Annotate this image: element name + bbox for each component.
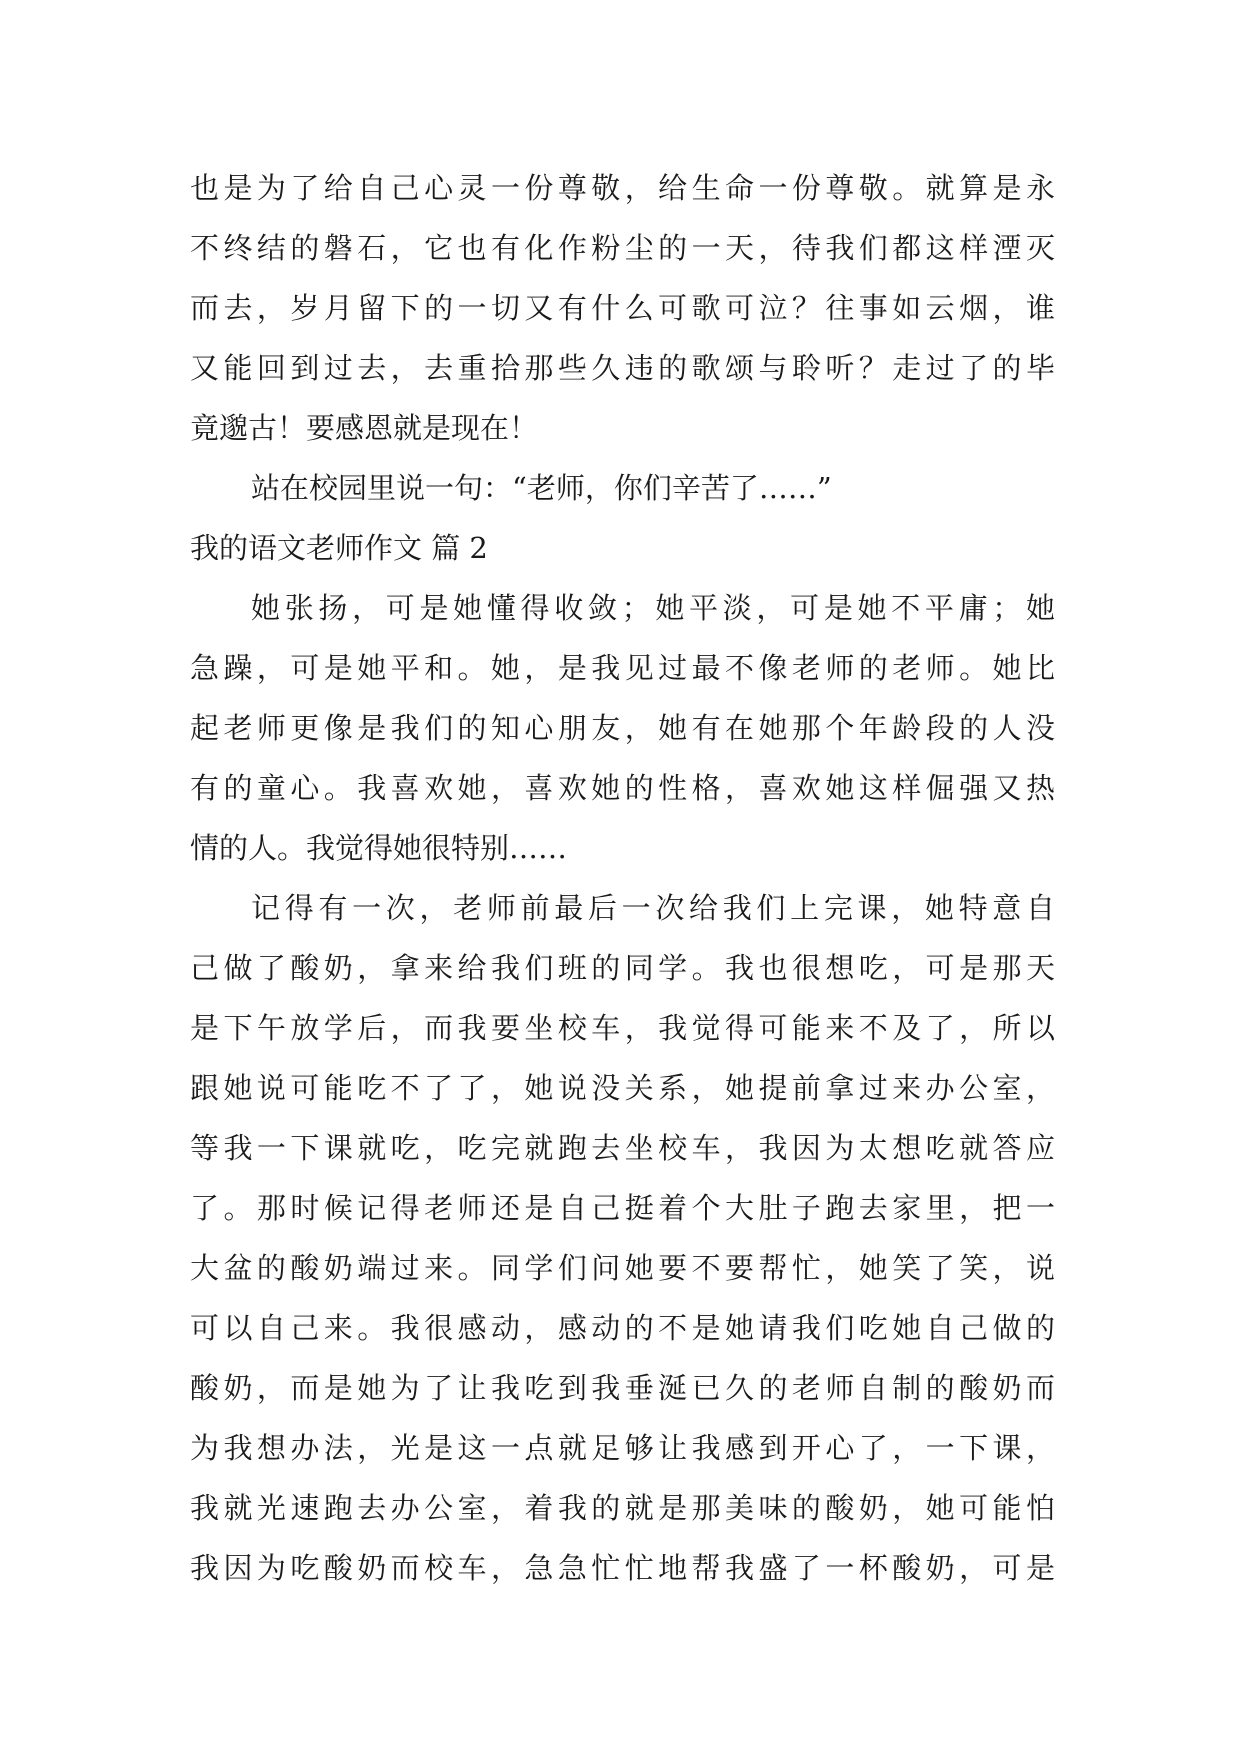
- paragraph-start: 站在校园里说一句：“老师，你们辛苦了……”: [251, 471, 832, 505]
- text-line: 情的人。我觉得她很特别……: [190, 831, 568, 865]
- text-line: 不终结的磐石，它也有化作粉尘的一天，待我们都这样湮灭: [190, 231, 1055, 265]
- section-heading: 我的语文老师作文 篇 2: [190, 531, 488, 565]
- text-line: 可以自己来。我很感动，感动的不是她请我们吃她自己做的: [190, 1311, 1055, 1345]
- text-line: 又能回到过去，去重拾那些久违的歌颂与聆听？走过了的毕: [190, 351, 1055, 385]
- text-line: 是下午放学后，而我要坐校车，我觉得可能来不及了，所以: [190, 1011, 1055, 1045]
- text-line: 酸奶，而是她为了让我吃到我垂涎已久的老师自制的酸奶而: [190, 1371, 1055, 1405]
- text-line: 我因为吃酸奶而校车，急急忙忙地帮我盛了一杯酸奶，可是: [190, 1551, 1055, 1585]
- text-line: 有的童心。我喜欢她，喜欢她的性格，喜欢她这样倔强又热: [190, 771, 1055, 805]
- text-line: 急躁，可是她平和。她，是我见过最不像老师的老师。她比: [190, 651, 1055, 685]
- text-line: 为我想办法，光是这一点就足够让我感到开心了，一下课，: [190, 1431, 1055, 1465]
- text-line: 己做了酸奶，拿来给我们班的同学。我也很想吃，可是那天: [190, 951, 1055, 985]
- article-body: [190, 158, 1055, 1598]
- text-line: 而去，岁月留下的一切又有什么可歌可泣？往事如云烟，谁: [190, 291, 1055, 325]
- text-line: 大盆的酸奶端过来。同学们问她要不要帮忙，她笑了笑，说: [190, 1251, 1055, 1285]
- text-line: 等我一下课就吃，吃完就跑去坐校车，我因为太想吃就答应: [190, 1131, 1055, 1165]
- text-line: 了。那时候记得老师还是自己挺着个大肚子跑去家里，把一: [190, 1191, 1055, 1225]
- text-line: 竟邈古！要感恩就是现在！: [190, 411, 539, 445]
- text-line: 我就光速跑去办公室，着我的就是那美味的酸奶，她可能怕: [190, 1491, 1055, 1525]
- text-line: 跟她说可能吃不了了，她说没关系，她提前拿过来办公室，: [190, 1071, 1055, 1105]
- paragraph-start: 记得有一次，老师前最后一次给我们上完课，她特意自: [251, 891, 1055, 925]
- paragraph-start: 她张扬，可是她懂得收敛；她平淡，可是她不平庸；她: [251, 591, 1055, 625]
- text-line: 起老师更像是我们的知心朋友，她有在她那个年龄段的人没: [190, 711, 1055, 745]
- text-line: 也是为了给自己心灵一份尊敬，给生命一份尊敬。就算是永: [190, 171, 1055, 205]
